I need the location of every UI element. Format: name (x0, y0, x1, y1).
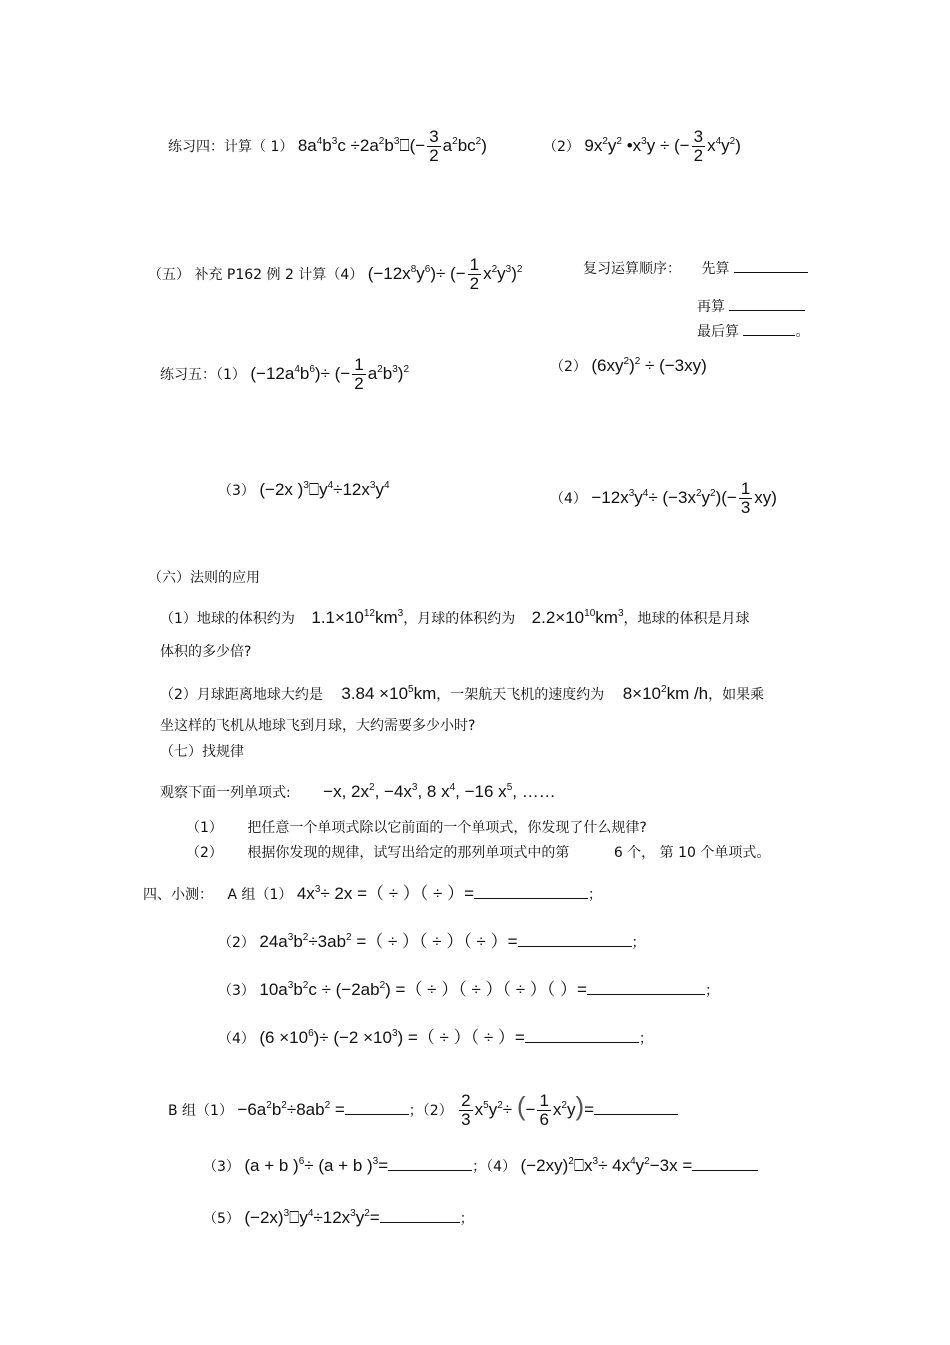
exercise-5-q4 (550, 480, 777, 517)
exercise-5-q1 (160, 356, 409, 393)
quiz-b5-blank[interactable] (380, 1208, 460, 1223)
section-6-title: （六）法则的应用 (148, 570, 260, 586)
last-step-blank[interactable] (743, 321, 795, 336)
last-step-label: 最后算 (697, 324, 739, 340)
q1-text-c: ，地球的体积是月球 (623, 611, 750, 627)
moon-volume: $2.2\times 10^{10}km^3$ (531, 608, 624, 627)
quiz-a2 (218, 932, 646, 953)
quiz-b3-blank[interactable] (388, 1156, 472, 1171)
exercise-4-expr-1: $8a^4b^3c$ $\div 2a^2b^3⎕(-$ $\frac{3}{2}$ $a^2bc^2$) (297, 127, 487, 165)
quiz-b5-expr: $(-2x)^3⎕y^4\div 12x^3y^2=$ (244, 1208, 380, 1227)
moon-distance: $3.84 \times 10^5km$ (341, 684, 437, 703)
q2-text-c: ，如果乘 (708, 687, 765, 703)
review-order (583, 258, 808, 279)
item-1-text: 把任意一个单项式除以它前面的一个单项式，你发现了什么规律? (247, 820, 647, 836)
observe-label: 观察下面一列单项式: (160, 785, 291, 801)
section-6-q1 (160, 608, 750, 629)
item-2-text-b: 6 个， 第 10 个单项式。 (613, 845, 771, 861)
quiz-title: 四、小测： (143, 887, 213, 903)
exercise-4-line (168, 128, 487, 165)
exercise-5-q3 (218, 480, 390, 501)
q3-label: （3） (218, 483, 255, 499)
quiz-b4-num: ；（4） (472, 1159, 517, 1175)
exercise-5-expr-3: (−2x )$^3⎕y^4\div 12x^3y^4$ (259, 480, 390, 499)
exercise-4-expr-2: $9x^2y^2$ $•x^3y$ ÷ (− $\frac{3}{2}$ $x^4y^2$) (584, 127, 741, 165)
item-2-text: 根据你发现的规律，试写出给定的那列单项式中的第 (247, 845, 570, 861)
semicolon: ； (408, 1102, 423, 1119)
exercise-4-q2-label: （2） (543, 138, 580, 155)
section-7-item-1 (186, 818, 647, 838)
first-step-blank[interactable] (734, 258, 808, 273)
exercise-5-label: 练习五：（1） (160, 366, 246, 383)
section-6-q2-cont: 坐这样的飞机从地球飞到月球，大约需要多少小时? (160, 718, 476, 734)
q2-text-a: （2）月球距离地球大约是 (160, 687, 323, 703)
then-step-blank[interactable] (729, 296, 805, 311)
review-then (697, 296, 805, 317)
quiz-b2-blank[interactable] (594, 1100, 678, 1115)
shuttle-speed: $8\times 10^2km$ /h (622, 684, 709, 703)
q2-text-b: ，一架航天飞机的速度约为 (436, 687, 605, 703)
exercise-5-expr-2: $(6xy^2)^2 \div (-3xy)$ (591, 356, 707, 375)
semicolon: ； (588, 887, 603, 903)
semicolon: ； (638, 1031, 653, 1047)
section-5-expr: $(-12x^8y^6)\div$ (− $\frac{1}{2}$ $x^2y^3)^2$ (367, 255, 523, 293)
fraction-3-2-b: $\frac{3}{2}$ (693, 127, 704, 165)
monomial-sequence: −x, $2x^2$, $-4x^3$, 8 $x^4$, −16 $x^5$, …… (323, 782, 556, 801)
quiz-b1-b2 (168, 1092, 678, 1129)
quiz-b3-b4 (203, 1156, 758, 1177)
earth-volume: $1.1\times 10^{12}km^3$ (311, 608, 404, 627)
section-6-q2 (160, 684, 764, 705)
fraction-1-3: $\frac{1}{3}$ (740, 479, 751, 517)
fraction-2-3: $\frac{2}{3}$ (461, 1091, 471, 1129)
section-7-item-2 (186, 843, 770, 863)
fraction-1-6: $\frac{1}{6}$ (539, 1091, 549, 1129)
q2-label: （2） (550, 359, 587, 375)
quiz-a4-expr: $(6 \times 10^6)\div (-2 \times 10^3)$ =（ ÷ ）（ ÷ ）= (259, 1028, 525, 1047)
q1-text-a: （1）地球的体积约为 (160, 611, 295, 627)
fraction-3-2: $\frac{3}{2}$ (429, 127, 439, 165)
quiz-b4-expr: $(-2xy)^2⎕x^3\div 4x^4y^2-3x$ = (520, 1156, 693, 1175)
exercise-5-q2 (550, 356, 707, 377)
semicolon: ； (459, 1211, 474, 1227)
semicolon: ； (704, 983, 719, 999)
review-last (697, 321, 809, 342)
quiz-b5-num: （5） (203, 1211, 240, 1227)
semicolon: ； (631, 935, 646, 951)
exercise-5-expr-1: $(-12a^4b^6)\div$ (− $\frac{1}{2}$ $a^2b^3)^2$ (250, 355, 409, 393)
quiz-a3 (218, 980, 719, 1001)
quiz-a2-blank[interactable] (518, 932, 632, 947)
quiz-b1-blank[interactable] (345, 1100, 409, 1115)
q1-text-b: ，月球的体积约为 (403, 611, 516, 627)
exercise-4-q2-line (543, 128, 741, 165)
quiz-a4-num: （4） (218, 1031, 255, 1047)
quiz-b3-expr: (a + b )$^6$÷ (a + b )$^3$= (244, 1156, 389, 1175)
then-step-label: 再算 (697, 299, 725, 315)
group-b-label: B 组（1） (168, 1102, 233, 1119)
quiz-b1-expr: $-6a^2b^2\div 8ab^2$ = (237, 1099, 345, 1119)
quiz-a1 (143, 884, 602, 905)
quiz-b5 (203, 1208, 474, 1229)
section-7-observe (160, 782, 556, 803)
fraction-1-2-b: $\frac{1}{2}$ (354, 355, 364, 393)
exercise-5-expr-4: $-12x^3y^4\div (-3x^2y^2)(-$ $\frac{1}{3}$ xy) (591, 479, 777, 517)
quiz-a3-num: （3） (218, 983, 255, 999)
section-7-title: （七）找规律 (160, 744, 244, 760)
review-label: 复习运算顺序： (583, 261, 681, 277)
quiz-a4 (218, 1028, 653, 1049)
item-2-num: （2） (186, 845, 223, 861)
quiz-a3-expr: $10a^3b^2c \div (-2ab^2)$ =（ ÷ ）（ ÷ ）（ ÷ ）（ ）= (259, 980, 587, 999)
exercise-4-label: 练习四：计算（ 1） (168, 138, 294, 155)
quiz-b3-num: （3） (203, 1159, 240, 1175)
quiz-b4-blank[interactable] (692, 1156, 758, 1171)
fraction-1-2: $\frac{1}{2}$ (469, 255, 480, 293)
period: 。 (795, 324, 810, 340)
section-5-line (148, 256, 522, 293)
item-1-num: （1） (186, 820, 223, 836)
quiz-a2-num: （2） (218, 935, 255, 951)
quiz-a1-blank[interactable] (474, 884, 588, 899)
quiz-b2-expr: $\frac{2}{3}$ $x^5y^2\div$ (− $\frac{1}{6}$ $x^2y)=$ (461, 1090, 595, 1129)
section-6-q1-cont: 体积的多少倍? (160, 644, 252, 660)
quiz-b2-num: （2） (422, 1102, 453, 1119)
section-5-label: （五） 补充 P162 例 2 计算（4） (148, 266, 364, 283)
quiz-a1-expr: $4x^3\div 2x$ =（ ÷ ）（ ÷ ）= (296, 884, 475, 903)
group-a-label: A 组（1） (227, 887, 293, 903)
quiz-a2-expr: $24a^3b^2\div 3ab^2$ =（ ÷ ）（ ÷ ）（ ÷ ）= (259, 932, 518, 951)
quiz-a4-blank[interactable] (525, 1028, 639, 1043)
first-step-label: 先算 (701, 261, 730, 277)
quiz-a3-blank[interactable] (587, 980, 705, 995)
q4-label: （4） (550, 490, 587, 507)
